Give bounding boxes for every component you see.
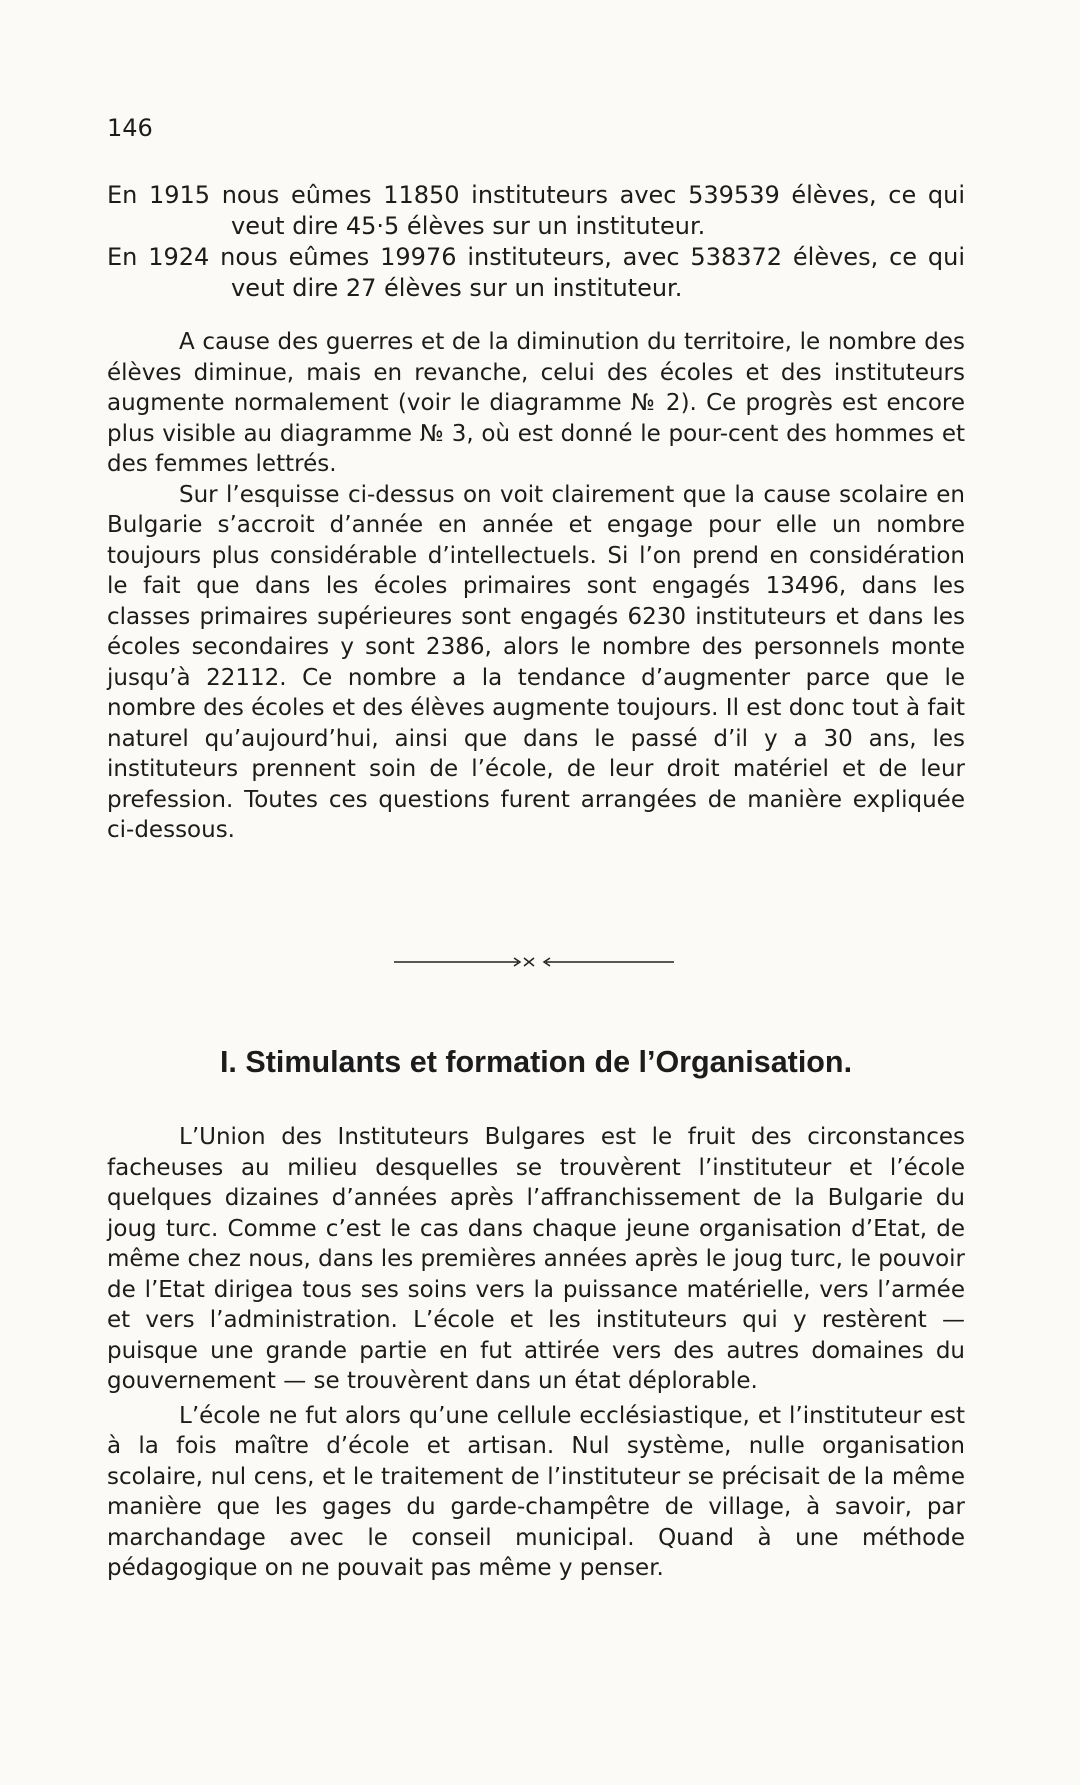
paragraph-school-condition: L’école ne fut alors qu’une cellule ecclésiastique, et l’instituteur est à la fois maître d’école et artisan. Nul système, nulle organisation scolaire, nul cens, et le traitement de l’instituteur se précisait de la même manière que les gages du garde-champêtre de village, à savoir, par marchandage avec le conseil municipal. Quand à une méthode pédagogique on ne pouvait pas même y penser. — [107, 1402, 965, 1581]
statistics-block — [107, 180, 965, 304]
ornament-divider — [394, 956, 674, 968]
paragraph-union-origin: L’Union des Instituteurs Bulgares est le fruit des circonstances facheuses au milieu desquelles se trouvèrent l’instituteur et l’école quelques dizaines d’années après l’affranchissement de la Bulgarie du joug turc. Comme c’est le cas dans chaque jeune organisation d’Etat, de même chez nous, dans les premières années après le joug turc, le pouvoir de l’Etat dirigea tous ses soins vers la puissance matérielle, vers l’armée et vers l’administration. L’école et les instituteurs qui y restèrent — puisque une grande partie en fut attirée vers des autres domaines du gouvernement — se trouvèrent dans un état déplorable. — [107, 1124, 965, 1394]
page-number: 146 — [107, 114, 153, 142]
intro-text — [107, 327, 965, 846]
stat-1924: En 1924 nous eûmes 19976 instituteurs, avec 538372 élèves, ce qui veut dire 27 élèves sur un instituteur. — [107, 243, 965, 302]
section-body — [107, 1122, 965, 1584]
stat-1915: En 1915 nous eûmes 11850 instituteurs avec 539539 élèves, ce qui veut dire 45·5 élèves sur un instituteur. — [107, 181, 965, 240]
section-title: I. Stimulants et formation de l’Organisation. — [219, 1045, 853, 1079]
paragraph-school-growth: Sur l’esquisse ci-dessus on voit clairement que la cause scolaire en Bulgarie s’accroit d’année en année et engage pour elle un nombre toujours plus considérable d’intellectuels. Si l’on prend en considération le fait que dans les écoles primaires sont engagés 13496, dans les classes primaires supérieures sont engagés 6230 instituteurs et dans les écoles secondaires y sont 2386, alors le nombre des personnels monte jusqu’à 22112. Ce nombre a la tendance d’augmenter parce que le nombre des écoles et des élèves augmente toujours. Il est donc tout à fait naturel qu’aujourd’hui, ainsi que dans le passé d’il y a 30 ans, les instituteurs prennent soin de l’école, de leur droit matériel et de leur prefession. Toutes ces questions furent arrangées de manière expliquée ci-dessous. — [107, 481, 965, 843]
paragraph-war-impact: A cause des guerres et de la diminution du territoire, le nombre des élèves diminue, mais en revanche, celui des écoles et des instituteurs augmente normalement (voir le diagramme № 2). Ce progrès est encore plus visible au diagramme № 3, où est donné le pour-cent des hommes et des femmes lettrés. — [107, 329, 965, 477]
document-page — [107, 0, 965, 1785]
